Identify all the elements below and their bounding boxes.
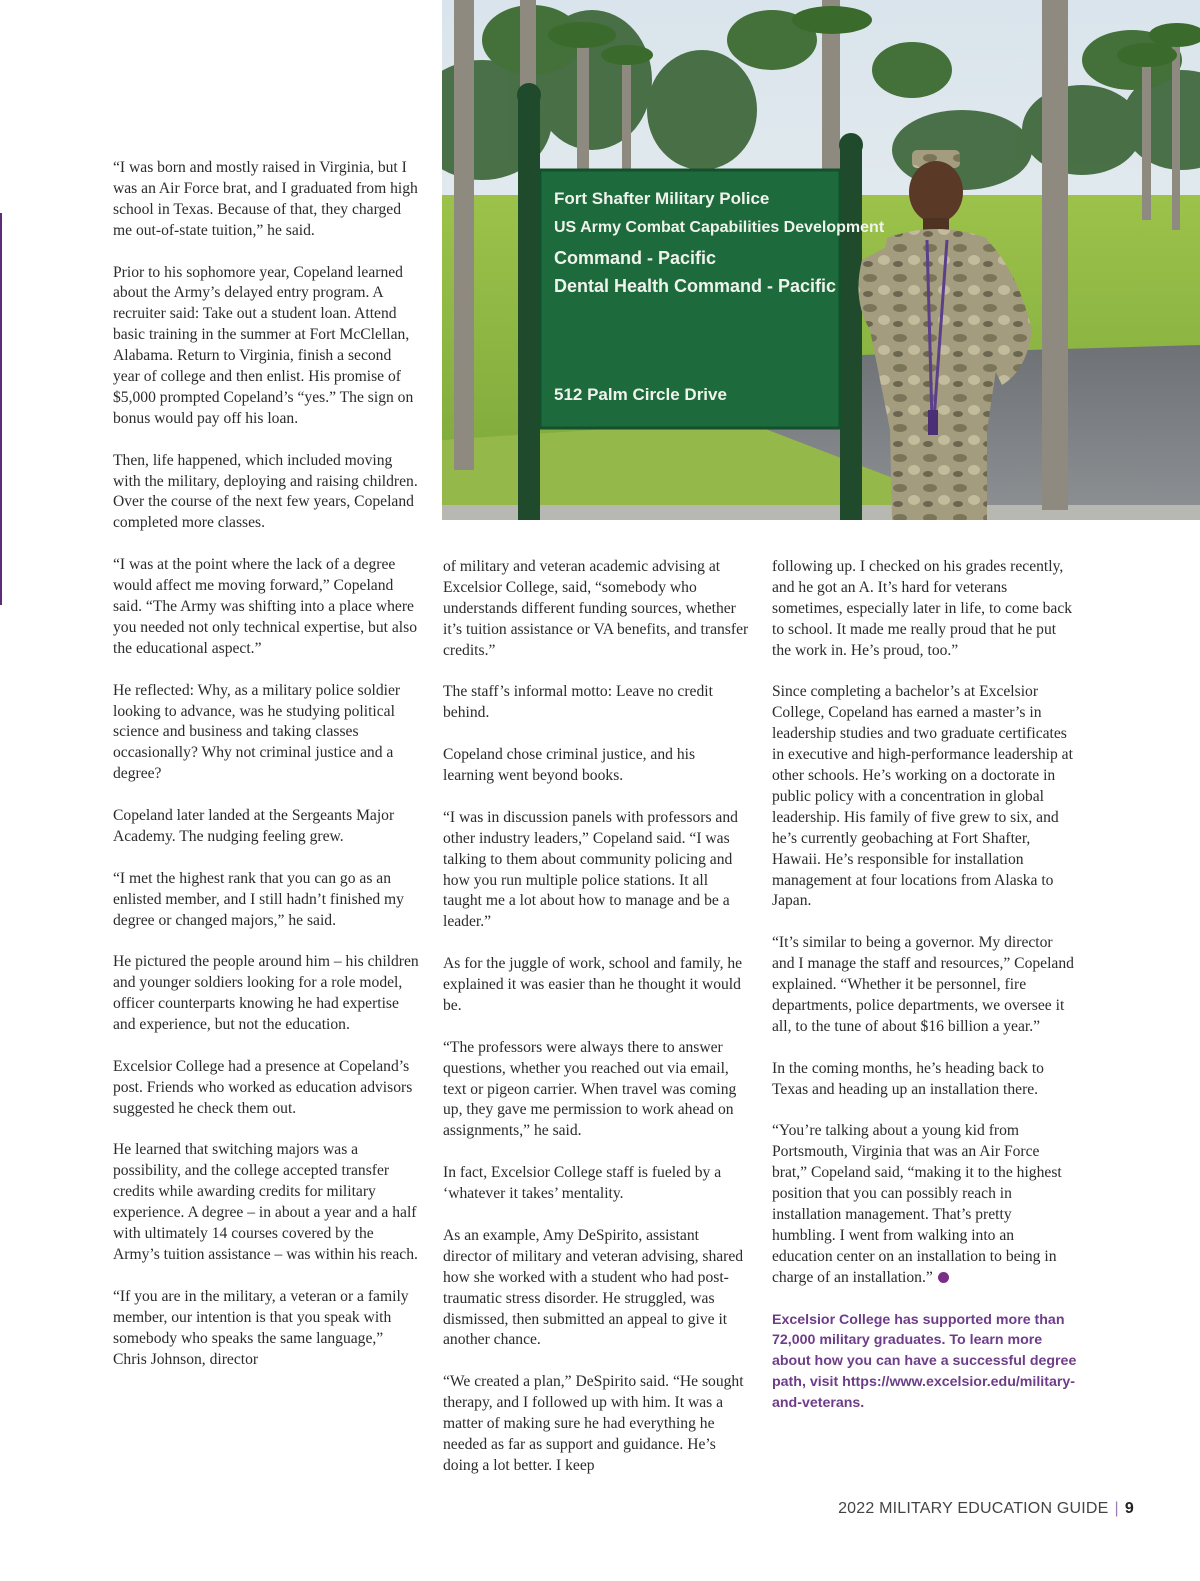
paragraph: He reflected: Why, as a military police soldier looking to advance, was he studying political science and business and taking classes occasionally? Why not criminal justice and a degree? — [113, 681, 401, 783]
paragraph: Since completing a bachelor’s at Excelsior College, Copeland has earned a master’s in leadership studies and two graduate certificates in executive and high-performance leadership at other schools. He’s working on a doctorate in public policy with a concentration in global leadership. His family of five grew to six, and he’s currently geobaching at Fort Shafter, Hawaii. He’s responsible for installation management at four locations from Alaska to Japan. — [772, 683, 1073, 910]
paragraph: “I was at the point where the lack of a degree would affect me moving forward,” Copeland said. “The Army was shifting into a place where you needed not only technical expertise, but also the educational aspect.” — [113, 556, 417, 657]
footer-guide-title: 2022 MILITARY EDUCATION GUIDE — [838, 1500, 1109, 1517]
paragraph: “I was born and mostly raised in Virginia, but I was an Air Force brat, and I graduated from high school in Texas. Because of that, they charged me out-of-state tuition,” he said. — [113, 159, 418, 239]
sign-address: 512 Palm Circle Drive — [554, 385, 727, 404]
paragraph: Copeland later landed at the Sergeants Major Academy. The nudging feeling grew. — [113, 807, 395, 845]
paragraph: As for the juggle of work, school and family, he explained it was easier than he thought it would be. — [443, 955, 743, 1014]
paragraph: Prior to his sophomore year, Copeland learned about the Army’s delayed entry program. A recruiter said: Take out a student loan. Attend basic training in the summer at Fort McClellan, Alabama. Return to Virginia, finish a second year of college and then enlist. His promise of $5,000 prompted Copeland’s “yes.” The sign on bonus would pay off his loan. — [113, 263, 414, 427]
article-photo — [442, 0, 1200, 520]
paragraph: As an example, Amy DeSpirito, assistant director of military and veteran advising, shared how she worked with a student who had post-traumatic stress disorder. He struggled, was dismissed, then submitted an appeal to give it another chance. — [443, 1226, 744, 1349]
page-number: 9 — [1124, 1500, 1134, 1517]
sign-line-3: Command - Pacific — [554, 248, 717, 268]
paragraph: of military and veteran academic advising at Excelsior College, said, “somebody who understands different funding sources, whether it’s tuition assistance or VA benefits, and transfer credits.” — [443, 558, 749, 659]
callout-text: Excelsior College has supported more than 72,000 military graduates. To learn more about how you can have a successful degree path, visit https://www.excelsior.edu/military-and-veterans. — [772, 1311, 1077, 1412]
sign-line-2: US Army Combat Capabilities Development — [554, 219, 885, 236]
sign-line-4: Dental Health Command - Pacific — [554, 276, 837, 296]
closing-paragraph — [772, 1121, 1078, 1288]
paragraph: following up. I checked on his grades recently, and he got an A. It’s hard for veterans sometimes, especially later in life, to come back to school. It made me really proud that he put the work in. He’s proud, too.” — [772, 558, 1073, 659]
article-column-3 — [772, 557, 1078, 1435]
closing-text: “You’re talking about a young kid from Portsmouth, Virginia that was an Air Force brat,” Copeland said, “making it to the highest position that you can possibly reach in installation management. That’s pretty humbling. I went from walking into an education center on an installation to being in charge of an installation.” — [772, 1122, 1062, 1286]
paragraph: Copeland chose criminal justice, and his learning went beyond books. — [443, 746, 696, 785]
paragraph: “I met the highest rank that you can go as an enlisted member, and I still hadn’t finished my degree or changed majors,” he said. — [113, 869, 404, 929]
footer-separator: | — [1114, 1500, 1119, 1517]
article-column-1 — [113, 158, 419, 1391]
paragraph: “The professors were always there to answer questions, whether you reached out via email, text or pigeon carrier. When travel was coming up, they gave me permission to work ahead on assignments,” he said. — [443, 1038, 737, 1140]
paragraph: In the coming months, he’s heading back to Texas and heading up an installation there. — [772, 1059, 1044, 1098]
end-mark-icon — [938, 1272, 949, 1283]
paragraph: He learned that switching majors was a possibility, and the college accepted transfer credits while awarding credits for military experience. A degree – in about a year and a half with ultimately 14 courses covered by the Army’s tuition assistance – was within his reach. — [113, 1141, 418, 1263]
paragraph: Then, life happened, which included moving with the military, deploying and raising children. Over the course of the next few years, Copeland completed more classes. — [113, 451, 418, 532]
paragraph: In fact, Excelsior College staff is fueled by a ‘whatever it takes’ mentality. — [443, 1164, 722, 1203]
paragraph: The staff’s informal motto: Leave no credit behind. — [443, 683, 713, 722]
page-footer — [838, 1500, 1134, 1518]
article-column-2 — [443, 557, 749, 1498]
sign-line-1: Fort Shafter Military Police — [554, 189, 770, 208]
left-accent-rule — [0, 213, 2, 605]
paragraph: “I was in discussion panels with professors and other industry leaders,” Copeland said. “I was talking to them about community policing and how you run multiple police stations. It all taught me a lot about how to manage and be a leader.” — [443, 808, 738, 931]
paragraph: He pictured the people around him – his children and younger soldiers looking for a role model, officer counterparts knowing he had expertise and experience, but not the education. — [113, 953, 419, 1034]
paragraph: “If you are in the military, a veteran or a family member, our intention is that you speak with somebody who speaks the same language,” Chris Johnson, director — [113, 1287, 409, 1368]
paragraph: Excelsior College had a presence at Copeland’s post. Friends who worked as education advisors suggested he check them out. — [113, 1057, 413, 1117]
paragraph: “We created a plan,” DeSpirito said. “He sought therapy, and I followed up with him. It was a matter of making sure he had everything he needed as far as support and guidance. He’s doing a lot better. I keep — [443, 1373, 744, 1474]
paragraph: “It’s similar to being a governor. My director and I manage the staff and resources,” Copeland explained. “Whether it be personnel, fire departments, police departments, we oversee it all, to the tune of about $16 billion a year.” — [772, 934, 1074, 1035]
